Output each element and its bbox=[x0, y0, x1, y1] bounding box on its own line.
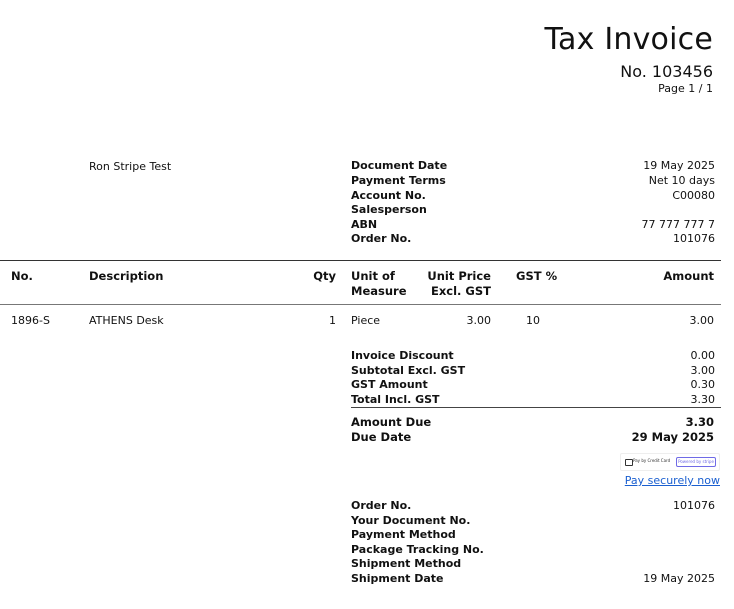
invoice-number: No. 103456 bbox=[620, 62, 713, 81]
order-info-label: Your Document No. bbox=[351, 513, 471, 527]
totals-label: Subtotal Excl. GST bbox=[351, 363, 466, 377]
doc-info-row bbox=[351, 189, 715, 204]
due-date-value: 29 May 2025 bbox=[631, 430, 714, 444]
customer-name: Ron Stripe Test bbox=[89, 160, 172, 173]
amount-due-value: 3.30 bbox=[685, 415, 714, 429]
totals-block bbox=[351, 349, 715, 408]
row-gst: 10 bbox=[526, 314, 540, 327]
doc-info-value: 77 777 777 7 bbox=[641, 217, 715, 231]
totals-label: Total Incl. GST bbox=[351, 393, 440, 407]
order-info-value: 19 May 2025 bbox=[643, 571, 715, 585]
order-info-row bbox=[351, 514, 715, 529]
totals-row bbox=[351, 393, 715, 408]
credit-card-icon bbox=[625, 459, 633, 466]
col-header-price-line1: Unit Price bbox=[427, 269, 491, 283]
document-title: Tax Invoice bbox=[544, 22, 713, 57]
page-indicator: Page 1 / 1 bbox=[658, 82, 713, 95]
order-info-label: Payment Method bbox=[351, 528, 456, 542]
order-info-label: Package Tracking No. bbox=[351, 542, 484, 556]
row-description: ATHENS Desk bbox=[89, 314, 164, 327]
document-info bbox=[351, 159, 715, 247]
totals-rule bbox=[351, 407, 721, 408]
totals-value: 0.00 bbox=[690, 349, 715, 362]
row-no: 1896-S bbox=[11, 314, 50, 327]
table-top-rule bbox=[0, 260, 721, 261]
table-header-rule bbox=[0, 304, 721, 305]
order-info bbox=[351, 499, 715, 587]
pay-securely-link[interactable]: Pay securely now bbox=[624, 474, 720, 487]
order-info-label: Shipment Method bbox=[351, 557, 462, 571]
totals-value: 0.30 bbox=[690, 378, 715, 392]
row-qty: 1 bbox=[329, 314, 336, 327]
doc-info-row bbox=[351, 174, 715, 189]
totals-label: GST Amount bbox=[351, 378, 428, 392]
order-info-row bbox=[351, 528, 715, 543]
order-info-row bbox=[351, 499, 715, 514]
col-header-uom bbox=[351, 269, 407, 299]
doc-info-value: 101076 bbox=[673, 232, 715, 245]
col-header-gst: GST % bbox=[516, 269, 558, 283]
col-header-price-line2: Excl. GST bbox=[431, 284, 491, 298]
row-amount: 3.00 bbox=[689, 314, 714, 327]
col-header-amount: Amount bbox=[663, 269, 714, 283]
order-info-row bbox=[351, 557, 715, 572]
doc-info-row bbox=[351, 218, 715, 233]
totals-label: Invoice Discount bbox=[351, 349, 454, 362]
totals-value: 3.30 bbox=[690, 393, 715, 407]
col-header-qty: Qty bbox=[313, 269, 336, 283]
doc-info-value: C00080 bbox=[672, 188, 715, 202]
order-info-value: 101076 bbox=[673, 499, 715, 512]
row-unit-price: 3.00 bbox=[466, 314, 491, 327]
doc-info-label: Document Date bbox=[351, 159, 448, 172]
totals-row bbox=[351, 378, 715, 393]
col-header-no: No. bbox=[11, 269, 33, 283]
doc-info-label: Salesperson bbox=[351, 203, 427, 216]
doc-info-row bbox=[351, 203, 715, 218]
col-header-uom-line1: Unit of bbox=[351, 269, 395, 283]
col-header-unit-price bbox=[427, 269, 491, 299]
col-header-description: Description bbox=[89, 269, 164, 283]
due-date-label: Due Date bbox=[351, 430, 412, 444]
stripe-payment-badge[interactable] bbox=[620, 453, 720, 471]
doc-info-row bbox=[351, 232, 715, 247]
doc-info-label: Order No. bbox=[351, 232, 412, 245]
order-info-row bbox=[351, 543, 715, 558]
powered-by-stripe: Powered by stripe bbox=[676, 457, 716, 467]
order-info-label: Order No. bbox=[351, 499, 412, 512]
table-row bbox=[0, 313, 734, 329]
doc-info-value: Net 10 days bbox=[648, 174, 715, 187]
totals-value: 3.00 bbox=[690, 363, 715, 377]
col-header-uom-line2: Measure bbox=[351, 284, 407, 298]
doc-info-value: 19 May 2025 bbox=[643, 159, 715, 172]
doc-info-label: Payment Terms bbox=[351, 174, 446, 187]
doc-info-label: ABN bbox=[351, 217, 378, 231]
pay-by-card-text: Pay by Credit Card bbox=[633, 458, 671, 463]
row-uom: Piece bbox=[351, 314, 381, 327]
totals-row bbox=[351, 349, 715, 364]
totals-row bbox=[351, 364, 715, 379]
doc-info-label: Account No. bbox=[351, 188, 426, 202]
order-info-row bbox=[351, 572, 715, 587]
amount-due-label: Amount Due bbox=[351, 415, 432, 429]
doc-info-row bbox=[351, 159, 715, 174]
order-info-label: Shipment Date bbox=[351, 571, 444, 585]
